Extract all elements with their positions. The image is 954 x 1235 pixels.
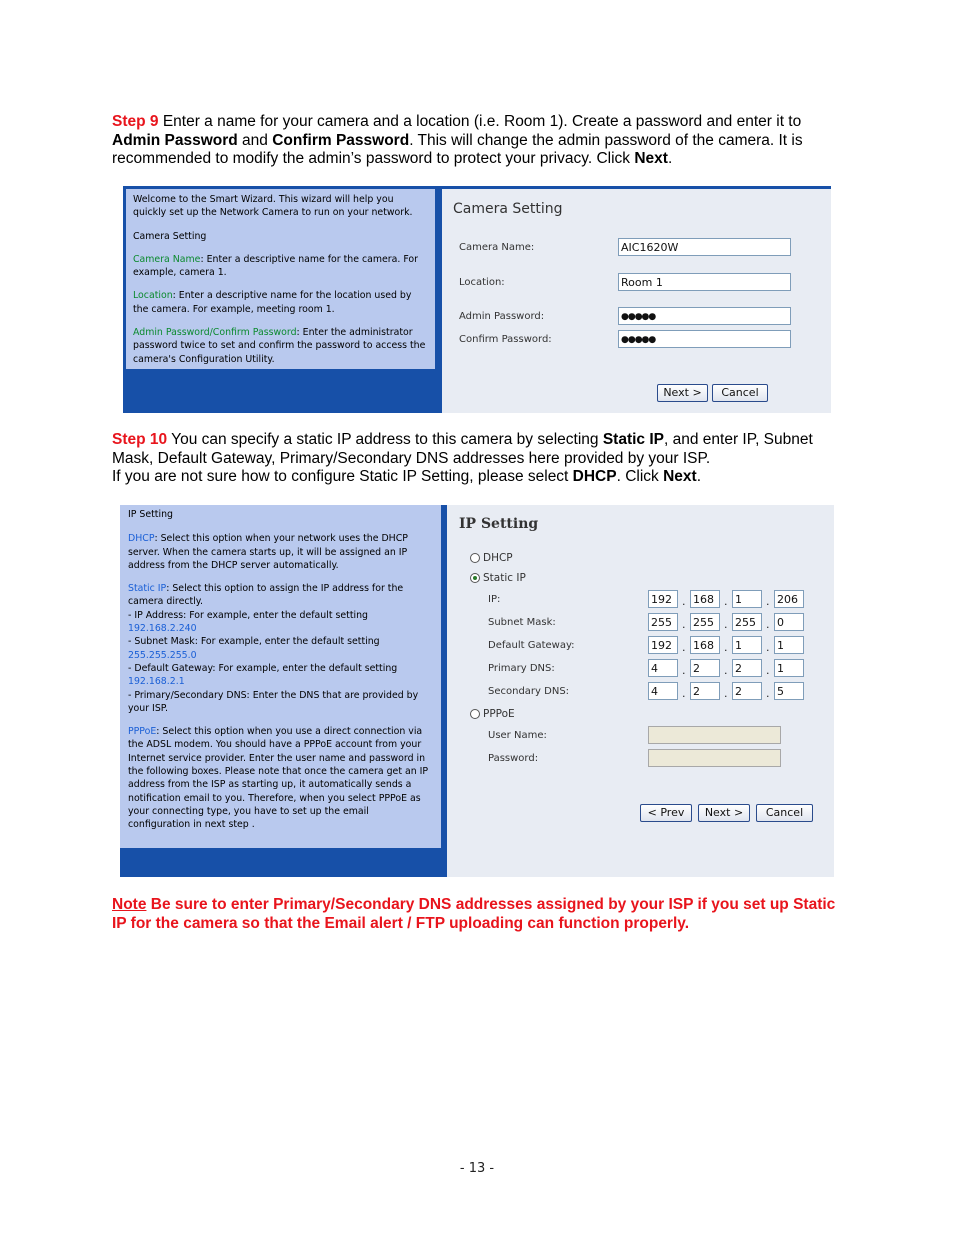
admin-password-label: Admin Password: [459,311,545,322]
camera-setting-screenshot [123,186,831,413]
subnet-mask-label: Subnet Mask: [488,617,556,628]
location-input[interactable]: Room 1 [618,273,791,291]
subnet-dot: . [766,618,770,631]
primary-dns-label: Primary DNS: [488,663,555,674]
camera-help-location [133,289,428,316]
step10-text-4: . Click [616,468,664,486]
admin-password-input[interactable]: ●●●●● [618,307,791,325]
camera-help-location-key: Location [133,290,173,302]
ip-setting-pane [447,505,834,877]
secondary-dns-octet-3[interactable]: 2 [732,682,762,700]
static-ip-radio[interactable] [470,573,480,583]
ip-next-button[interactable]: Next > [698,804,750,822]
camera-help-intro: Welcome to the Smart Wizard. This wizard will help you quickly set up the Network Camera to run on your network. [133,194,413,219]
camera-help-password-key: Admin Password/Confirm Password [133,327,297,339]
subnet-octet-3[interactable]: 255 [732,613,762,631]
secondary-dns-octet-1[interactable]: 4 [648,682,678,700]
note-text: Be sure to enter Primary/Secondary DNS addresses assigned by your ISP if you set up Static IP for the camera so that the Email alert / FTP uploading can function properly. [112,896,836,932]
camera-help-heading: Camera Setting [133,230,207,242]
gateway-octet-1[interactable]: 192 [648,636,678,654]
camera-help-location-text: : Enter a descriptive name for the location used by the camera. For example, meeting room 1. [133,290,412,315]
step10-text-1: You can specify a static IP address to this camera by selecting [167,431,603,448]
primary-dns-dot: . [682,664,686,677]
camera-help-name [133,253,428,280]
ip-octet-3[interactable]: 1 [732,590,762,608]
step10-label: Step 10 [112,431,168,448]
ip-setting-title: IP Setting [459,516,539,532]
confirm-password-input[interactable]: ●●●●● [618,330,791,348]
ip-help-pppoe-key: PPPoE [128,726,157,738]
cancel-button[interactable]: Cancel [712,384,768,402]
subnet-octet-4[interactable]: 0 [774,613,804,631]
step9-bold-next: Next [634,150,668,168]
step9-paragraph [112,113,842,169]
pppoe-password-label: Password: [488,753,539,764]
ip-help-static-text: : Select this option to assign the IP address for the camera directly. [128,583,404,608]
gateway-dot: . [724,641,728,654]
gateway-dot: . [682,641,686,654]
camera-help-password-text: : Enter the administrator password twice to set and confirm the password to access the camera's Configuration Utility. [133,327,426,365]
user-name-label: User Name: [488,730,547,741]
dhcp-radio[interactable] [470,553,480,563]
dhcp-radio-label: DHCP [483,552,513,564]
secondary-dns-dot: . [682,687,686,700]
ip-cancel-button[interactable]: Cancel [756,804,813,822]
ip-help-ip-value: 192.168.2.240 [128,623,197,635]
primary-dns-octet-3[interactable]: 2 [732,659,762,677]
ip-help-static-key: Static IP [128,583,167,595]
ip-help-dhcp-key: DHCP [128,533,155,545]
prev-button[interactable]: < Prev [640,804,692,822]
camera-setting-pane [442,186,831,413]
primary-dns-dot: . [766,664,770,677]
step9-text-3: . This will change the admin password of the camera. It is recommended to modify the admin’s password to protect your privacy. Click [112,131,803,168]
secondary-dns-label: Secondary DNS: [488,686,570,697]
step10-bold-dhcp: DHCP [572,468,617,486]
step9-label: Step 9 [112,113,159,130]
ip-dot: . [766,595,770,608]
note-label: Note [112,896,147,913]
note-paragraph [112,896,847,933]
step9-bold-confirm-password: Confirm Password [272,131,410,149]
camera-help-password [133,326,428,366]
ip-help-dhcp [128,532,433,572]
pppoe-radio[interactable] [470,709,480,719]
ip-help-pppoe [128,725,433,831]
user-name-input[interactable] [648,726,781,744]
gateway-octet-4[interactable]: 1 [774,636,804,654]
secondary-dns-octet-2[interactable]: 2 [690,682,720,700]
ip-help-pppoe-text: : Select this option when you use a direct connection via the ADSL modem. You should have a PPPoE account from your Internet service provider. Enter the user name and password in the following boxes. Please note that once the camera get an IP address from the ISP as starting up, it automatically sends a notification email to you. Therefore, when you select PPPoE as your connecting type, you have to set up the email configuration in next step . [128,726,429,831]
primary-dns-octet-1[interactable]: 4 [648,659,678,677]
camera-help-box [126,189,435,369]
step10-bold-next: Next [663,468,697,486]
ip-octet-4[interactable]: 206 [774,590,804,608]
subnet-octet-2[interactable]: 255 [690,613,720,631]
step10-paragraph [112,431,832,487]
ip-help-mask-value: 255.255.255.0 [128,649,197,661]
primary-dns-octet-4[interactable]: 1 [774,659,804,677]
page-number: - 13 - [459,1161,495,1176]
step9-text-1: Enter a name for your camera and a location (i.e. Room 1). Create a password and enter it to [158,113,802,130]
ip-help-static [128,582,433,715]
ip-help-gateway-value: 192.168.2.1 [128,676,185,688]
location-label: Location: [459,277,505,288]
gateway-octet-2[interactable]: 168 [690,636,720,654]
secondary-dns-dot: . [724,687,728,700]
pppoe-password-input[interactable] [648,749,781,767]
ip-dot: . [682,595,686,608]
ip-help-box [120,505,441,848]
ip-help-dns-line: - Primary/Secondary DNS: Enter the DNS that are provided by your ISP. [128,689,419,714]
camera-help-pane [123,186,442,413]
step9-text-4: . [667,150,673,168]
camera-setting-title: Camera Setting [453,201,563,217]
camera-help-name-text: : Enter a descriptive name for the camera. For example, camera 1. [133,253,418,279]
ip-help-pane [120,505,447,877]
static-ip-radio-label: Static IP [483,572,526,584]
primary-dns-dot: . [724,664,728,677]
primary-dns-octet-2[interactable]: 2 [690,659,720,677]
next-button[interactable]: Next > [657,384,708,402]
ip-octet-1[interactable]: 192 [648,590,678,608]
ip-help-ip-line: - IP Address: For example, enter the default setting [128,609,368,621]
subnet-octet-1[interactable]: 255 [648,613,678,631]
step10-text-5: . [696,468,702,486]
ip-label: IP: [488,594,501,605]
camera-name-label: Camera Name: [459,242,535,253]
gateway-dot: . [766,641,770,654]
step10-text-2: , and enter IP, Subnet Mask, Default Gateway, Primary/Secondary DNS addresses here provided by your ISP. [112,431,813,467]
ip-help-dhcp-text: : Select this option when your network uses the DHCP server. When the camera starts up, it will be assigned an IP address from the DHCP server automatically. [128,533,408,571]
secondary-dns-octet-4[interactable]: 5 [774,682,804,700]
step9-bold-admin-password: Admin Password [112,131,238,149]
secondary-dns-dot: . [766,687,770,700]
step9-text-2: and [237,131,273,149]
pppoe-radio-label: PPPoE [483,708,515,720]
confirm-password-label: Confirm Password: [459,334,552,345]
ip-help-mask-line: - Subnet Mask: For example, enter the default setting [128,636,380,648]
step10-bold-static-ip: Static IP [602,431,664,448]
ip-help-gateway-line: - Default Gateway: For example, enter the default setting [128,662,398,674]
step10-text-3: If you are not sure how to configure Static IP Setting, please select [112,468,573,486]
ip-octet-2[interactable]: 168 [690,590,720,608]
ip-setting-screenshot [120,505,834,877]
subnet-dot: . [724,618,728,631]
camera-help-name-key: Camera Name [133,253,201,265]
ip-dot: . [724,595,728,608]
gateway-octet-3[interactable]: 1 [732,636,762,654]
camera-name-input[interactable]: AIC1620W [618,238,791,256]
subnet-dot: . [682,618,686,631]
ip-help-heading: IP Setting [128,509,173,520]
gateway-label: Default Gateway: [488,640,575,651]
